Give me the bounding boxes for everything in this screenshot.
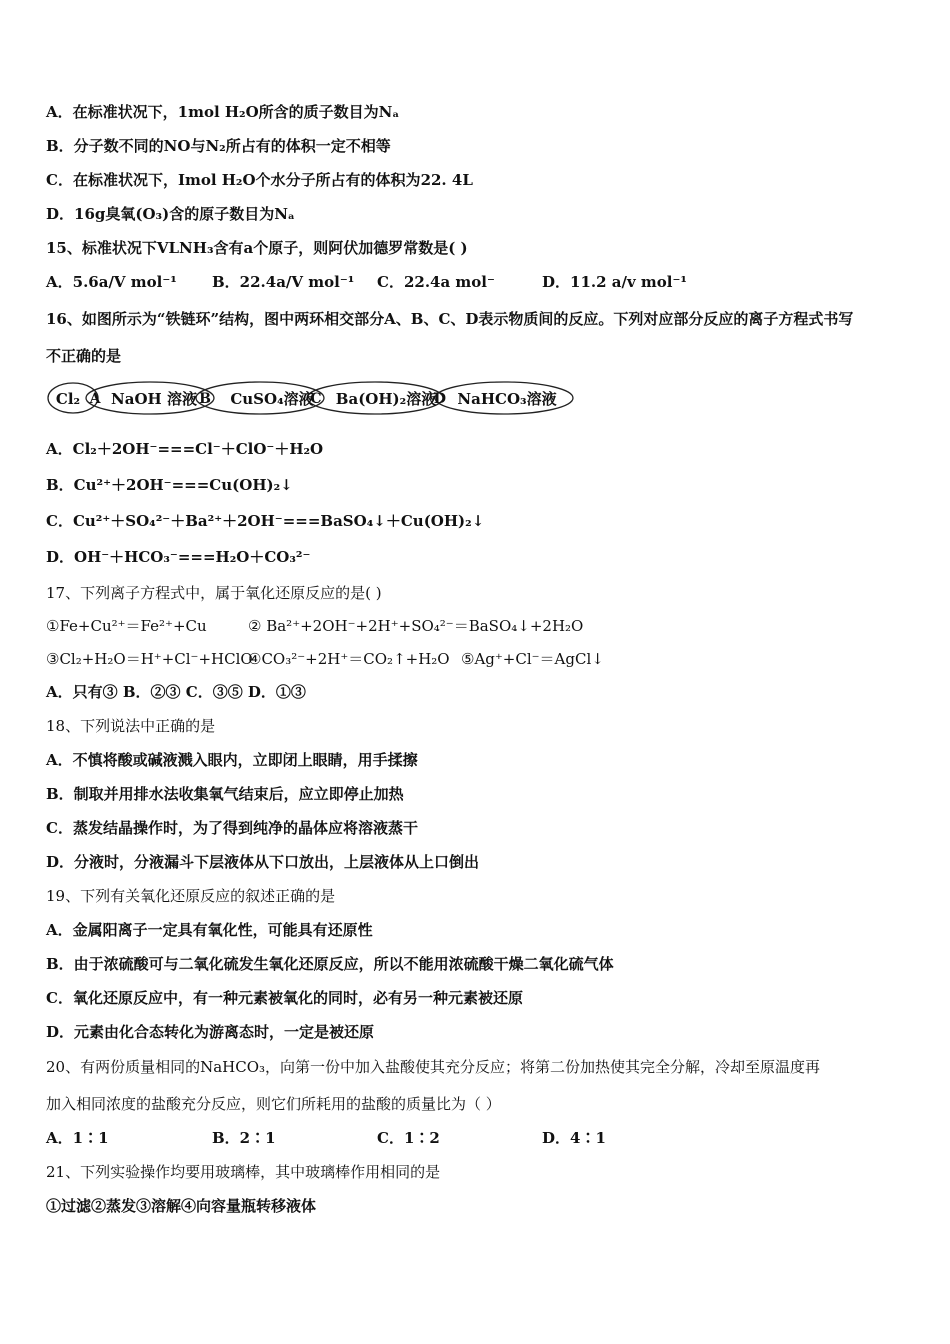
q14-option-d: D．16g臭氧(O₃)含的原子数目为Nₐ <box>46 205 295 223</box>
q16-option-b: B．Cu²⁺＋2OH⁻===Cu(OH)₂↓ <box>46 476 293 494</box>
q20-stem-line1: 20、有两份质量相同的NaHCO₃，向第一份中加入盐酸使其充分反应；将第二份加热使其完全分解，冷却至原温度再 <box>46 1058 821 1076</box>
q17-item-3: ③Cl₂+H₂O＝H⁺+Cl⁻+HClO <box>46 650 253 668</box>
q19-option-c: C．氧化还原反应中，有一种元素被氧化的同时，必有另一种元素被还原 <box>46 989 523 1007</box>
q19-option-b: B．由于浓硫酸可与二氧化硫发生氧化还原反应，所以不能用浓硫酸干燥二氧化硫气体 <box>46 955 614 973</box>
q20-stem-line2: 加入相同浓度的盐酸充分反应，则它们所耗用的盐酸的质量比为（ ） <box>46 1095 501 1113</box>
q18-option-d: D．分液时，分液漏斗下层液体从下口放出，上层液体从上口倒出 <box>46 853 480 871</box>
q14-option-a: A．在标准状况下，1mol H₂O所含的质子数目为Nₐ <box>46 103 400 121</box>
q21-stem: 21、下列实验操作均要用玻璃棒，其中玻璃棒作用相同的是 <box>46 1163 441 1181</box>
q17-items-row2 <box>46 649 746 669</box>
chain-marker-a: A <box>89 391 101 407</box>
q20-option-d: D．4∶1 <box>542 1129 606 1147</box>
q15-stem: 15、标准状况下VLNH₃含有a个原子，则阿伏加德罗常数是( ) <box>46 239 468 257</box>
q20-option-b: B．2∶1 <box>212 1129 276 1147</box>
q16-stem-line2: 不正确的是 <box>46 347 122 365</box>
q20-option-a: A．1∶1 <box>46 1129 109 1147</box>
q18-option-a: A．不慎将酸或碱液溅入眼内，立即闭上眼睛，用手揉擦 <box>46 751 418 769</box>
chain-ring-1-label: Cl₂ <box>55 390 81 408</box>
q17-options: A．只有③ B．②③ C．③⑤ D．①③ <box>46 683 306 701</box>
q16-option-c: C．Cu²⁺＋SO₄²⁻＋Ba²⁺＋2OH⁻===BaSO₄↓＋Cu(OH)₂↓ <box>46 512 485 530</box>
q15-option-a: A．5.6a/V mol⁻¹ <box>46 273 177 291</box>
q17-item-4: ④CO₃²⁻+2H⁺＝CO₂↑+H₂O <box>248 650 450 668</box>
chain-marker-b: B <box>199 391 211 407</box>
chain-ring-3-label: CuSO₄溶液 <box>230 390 314 408</box>
q15-option-d: D．11.2 a/v mol⁻¹ <box>542 273 687 291</box>
q21-items: ①过滤②蒸发③溶解④向容量瓶转移液体 <box>46 1197 317 1215</box>
chain-ring-2-label: NaOH 溶液 <box>111 390 197 408</box>
q17-item-1: ①Fe+Cu²⁺＝Fe²⁺+Cu <box>46 617 207 635</box>
iron-chain-diagram <box>46 378 576 418</box>
q14-option-c: C．在标准状况下，Imol H₂O个水分子所占有的体积为22. 4L <box>46 171 473 189</box>
q16-stem-line1: 16、如图所示为“铁链环”结构，图中两环相交部分A、B、C、D表示物质间的反应。下列对应部分反应的离子方程式书写 <box>46 310 854 328</box>
q14-option-b: B．分子数不同的NO与N₂所占有的体积一定不相等 <box>46 137 391 155</box>
q20-options <box>46 1128 746 1148</box>
q15-option-b: B．22.4a/V mol⁻¹ <box>212 273 355 291</box>
chain-ring-5-label: NaHCO₃溶液 <box>457 390 557 408</box>
chain-ring-4-label: Ba(OH)₂溶液 <box>335 390 437 408</box>
chain-marker-d: D <box>433 391 447 407</box>
q16-option-a: A．Cl₂＋2OH⁻===Cl⁻＋ClO⁻＋H₂O <box>46 440 324 458</box>
q19-option-d: D．元素由化合态转化为游离态时，一定是被还原 <box>46 1023 375 1041</box>
q16-option-d: D．OH⁻＋HCO₃⁻===H₂O＋CO₃²⁻ <box>46 548 311 566</box>
q19-option-a: A．金属阳离子一定具有氧化性，可能具有还原性 <box>46 921 373 939</box>
q19-stem: 19、下列有关氧化还原反应的叙述正确的是 <box>46 887 336 905</box>
q17-item-2: ② Ba²⁺+2OH⁻+2H⁺+SO₄²⁻＝BaSO₄↓+2H₂O <box>248 617 584 635</box>
chain-marker-c: C <box>310 391 322 407</box>
q17-items-row1 <box>46 616 746 636</box>
q20-option-c: C．1∶2 <box>377 1129 440 1147</box>
q18-option-b: B．制取并用排水法收集氧气结束后，应立即停止加热 <box>46 785 404 803</box>
q17-item-5: ⑤Ag⁺+Cl⁻＝AgCl↓ <box>461 650 604 668</box>
q17-stem: 17、下列离子方程式中，属于氧化还原反应的是( ) <box>46 584 382 602</box>
q15-options <box>46 272 746 292</box>
q15-option-c: C．22.4a mol⁻ <box>377 273 495 291</box>
q18-option-c: C．蒸发结晶操作时，为了得到纯净的晶体应将溶液蒸干 <box>46 819 418 837</box>
q18-stem: 18、下列说法中正确的是 <box>46 717 216 735</box>
